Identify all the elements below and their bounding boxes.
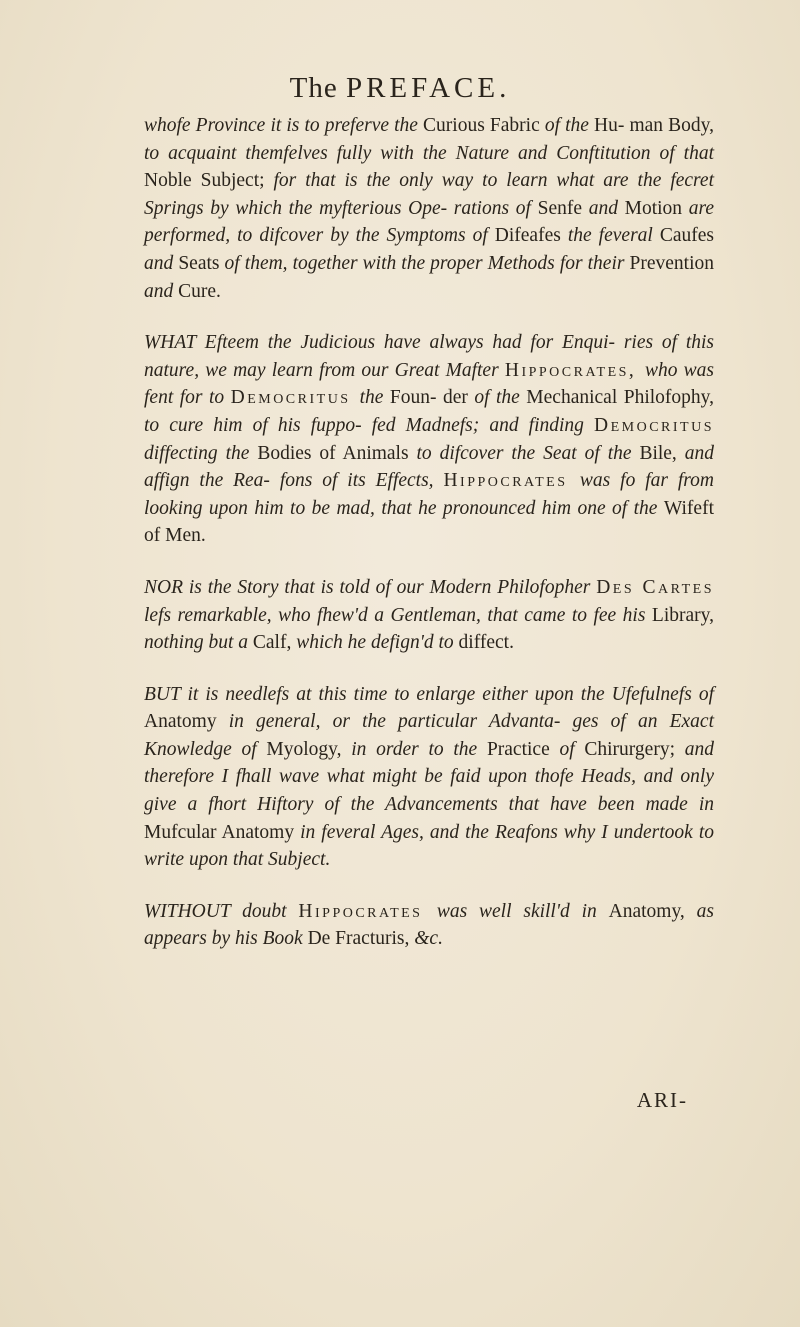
paragraph-1: whofe Province it is to preferve the Curious Fabric of the Hu- man Body, to acquaint themfelves fully with the Nature and Conftitution of that Noble Subject; for that is the only way to learn what are the fecret Springs by which the myfterious Ope- rations of Senfe and Motion are performed, to difcover by the Symptoms of Difeafes the feveral Caufes and Seats of them, together with the proper Methods for their Prevention and Cure.: [144, 115, 715, 302]
running-head-the: The: [289, 72, 346, 104]
paragraph-4: BUT it is needlefs at this time to enlarge either upon the Ufefulnefs of Anatomy in general, or the particular Advanta- ges of an Exact Knowledge of Myology, in order to the Practice of Chirurgery; and therefore I fhall wave what might be faid upon thofe Heads, and only give a fhort Hiftory of the Advancements that have been made in Mufcular Anatomy in feveral Ages, and the Reafons why I undertook to write upon that Subject.: [144, 683, 714, 871]
paragraph-3: NOR is the Story that is told of our Modern Philofopher Des Cartes lefs remarkable, who fhew'd a Gentleman, that came to fee his Library, nothing but a Calf, which he defign'd to diffect.: [144, 576, 714, 654]
body-text: [144, 112, 714, 977]
paragraph-5: WITHOUT doubt Hippocrates was well skill'd in Anatomy, as appears by his Book De Fracturis, &c.: [144, 900, 714, 950]
paragraph-2: WHAT Efteem the Judicious have always had for Enqui- ries of this nature, we may learn from our Great Mafter Hippocrates, who was fent for to Democritus the Foun- der of the Mechanical Philofophy, to cure him of his fuppo- fed Madnefs; and finding Democritus diffecting the Bodies of Animals to difcover the Seat of the Bile, and affign the Rea- fons of its Effects, Hippocrates was fo far from looking upon him to be mad, that he pronounced him one of the Wifeft of Men.: [144, 332, 715, 547]
running-head-preface: PREFACE.: [345, 72, 511, 104]
running-head: [0, 72, 800, 105]
catchword: ARI-: [636, 1088, 688, 1112]
